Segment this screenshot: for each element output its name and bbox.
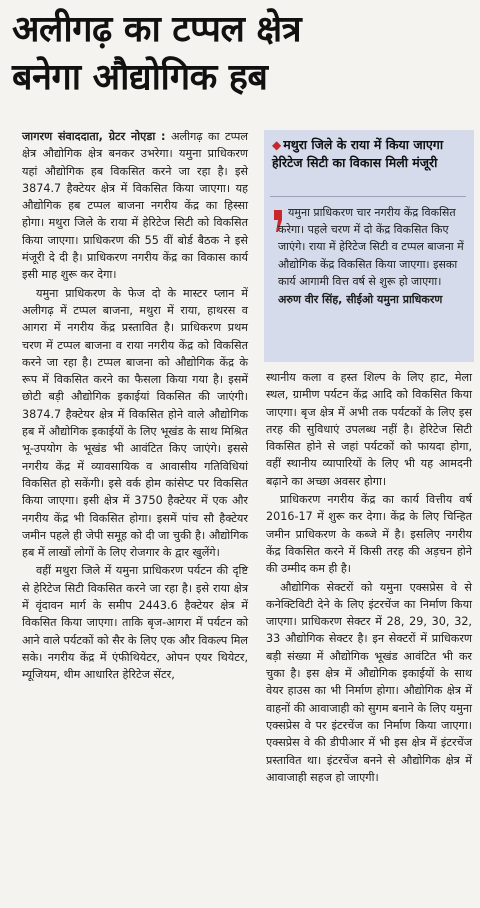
headline-line-2: बनेगा औद्योगिक हब <box>12 57 268 98</box>
quote-attribution: अरुण वीर सिंह, सीईओ यमुना प्राधिकरण <box>278 293 443 307</box>
dateline: जागरण संवाददाता, ग्रेटर नोएडा : <box>22 130 166 143</box>
headline <box>12 6 468 102</box>
sidebar-headline: ◆ मथुरा जिले के राया में किया जाएगा हेरिटेज सिटी का विकास मिली मंजूरी <box>272 137 444 170</box>
headline-line-1: अलीगढ़ का टप्पल क्षेत्र <box>12 9 302 50</box>
red-diamond-bullet-icon: ◆ <box>272 138 282 152</box>
article-paragraph: औद्योगिक सेक्टरों को यमुना एक्सप्रेस वे से कनेक्टिविटी देने के लिए इंटरचेंज का निर्माण किया जाएगा। प्राधिकरण सेक्टर में 28, 29, 30, 32, 33 औद्योगिक सेक्टर है। इन सेक्टरों में प्राधिकरण बड़ी संख्या में औद्योगिक भूखंड आवंटित भी कर चुका है। इस क्षेत्र में औद्योगिक इकाईयों के साथ वेयर हाउस का भी निर्माण होगा। औद्योगिक क्षेत्र में वाहनों की आवाजाही को सुगम बनाने के लिए यमुना एक्सप्रेस वे पर इंटरचेंज का निर्माण किया जाएगा। एक्सप्रेस वे की डीपीआर में भी इस क्षेत्र में इंटरचेंज प्रस्तावित था। इंटरचेंज बनने से औद्योगिक क्षेत्र में आवाजाही सहज हो जाएगी। <box>266 580 472 784</box>
article-column-left <box>22 128 248 685</box>
sidebar-box <box>264 130 474 362</box>
article-paragraph: प्राधिकरण नगरीय केंद्र का कार्य वित्तीय वर्ष 2016-17 में शुरू कर देगा। केंद्र के लिए चिन्हित जमीन प्राधिकरण के कब्जे में है। इसलिए नगरीय केंद्र विकसित करने में किसी तरह की अड़चन होने की उम्मीद कम ही है। <box>266 493 472 576</box>
article-paragraph: स्थानीय कला व हस्त शिल्प के लिए हाट, मेला स्थल, ग्रामीण पर्यटन केंद्र आदि को विकसित किया जाएगा। बृज क्षेत्र में अभी तक पर्यटकों के लिए इस तरह की सुविधाएं उपलब्ध नहीं है। हेरिटेज सिटी विकसित होने से जहां पर्यटकों को फायदा होगा, वहीं स्थानीय व्यापारियों के लिए भी यह आमदनी बढ़ाने का अच्छा अवसर होगा। <box>266 371 472 488</box>
article-paragraph: यमुना प्राधिकरण के फेज दो के मास्टर प्लान में अलीगढ़ में टप्पल बाजना, मथुरा में राया, हाथरस व आगरा में नगरीय केंद्र प्रस्तावित है। प्राधिकरण प्रथम चरण में टप्पल बाजना व राया नगरीय केंद्र को विकसित करने जा रहा है। टप्पल बाजना को औद्योगिक केंद्र के रूप में विकसित करने का फैसला किया गया है। इसमें छोटी बड़ी औद्योगिक इकाईयां विकसित की जाएंगी। 3874.7 हैक्टेयर क्षेत्र में विकसित होने वाले औद्योगिक हब में औद्योगिक इकाईयों के लिए भूखंड के साथ मिश्रित भू-उपयोग के भूखंड भी आवंटित किए जाएंगे। इससे नगरीय केंद्र में व्यावसायिक व आवासीय गतिविधियां विकसित हो सकेंगी। इसे वर्क होम कांसेप्ट पर विकसित किया जाएगा। इसी क्षेत्र में 3750 हैक्टेयर में एक और नगरीय केंद्र भी विकसित होगा। इसमें पांच सौ हैक्टेयर जमीन पहले ही जेपी समूह को दी जा चुकी है। औद्योगिक हब में लाखों लोगों के लिए रोजगार के द्वार खुलेंगे। <box>22 286 248 560</box>
sidebar-quote <box>278 204 466 308</box>
quote-body: यमुना प्राधिकरण चार नगरीय केंद्र विकसित करेगा। पहले चरण में दो केंद्र विकसित किए जाएंगे। राया में हेरिटेज सिटी व टप्पल बाजना में औद्योगिक केंद्र विकसित किया जाएगा। इसका कार्य आगामी वित्त वर्ष से शुरू हो जाएगा। <box>278 206 464 288</box>
article-paragraph: वहीं मथुरा जिले में यमुना प्राधिकरण पर्यटन की दृष्टि से हेरिटेज सिटी विकसित करने जा रहा है। इसे राया क्षेत्र में वृंदावन मार्ग के समीप 2443.6 हैक्टेयर क्षेत्र में विकसित किया जाएगा। ताकि बृज-आगरा में पर्यटन को आने वाले पर्यटकों को सैर के लिए एक और विकल्प मिल सके। नगरीय केंद्र में एंफीथियेटर, ओपन एयर थियेटर, म्यूजियम, थीम आधारित हेरिटेज सेंटर, <box>22 564 248 682</box>
article-column-right <box>266 369 472 787</box>
article-paragraph: जागरण संवाददाता, ग्रेटर नोएडा : अलीगढ़ का टप्पल क्षेत्र औद्योगिक क्षेत्र बनकर उभरेगा। यमुना प्राधिकरण यहां औद्योगिक हब विकसित करने जा रहा है। इसे 3874.7 हैक्टेयर क्षेत्र में विकसित किया जाएगा। यह औद्योगिक हब टप्पल बाजना नगरीय केंद्र का हिस्सा होगा। मथुरा जिले के राया में हेरिटेज सिटी को विकसित किया जाएगा। प्राधिकरण की 55 वीं बोर्ड बैठक ने इसे मंजूरी दे दी है। प्राधिकरण नगरीय केंद्र का विकास कार्य इसी माह शुरू कर देगा। <box>22 130 248 282</box>
sidebar-divider <box>270 196 466 197</box>
